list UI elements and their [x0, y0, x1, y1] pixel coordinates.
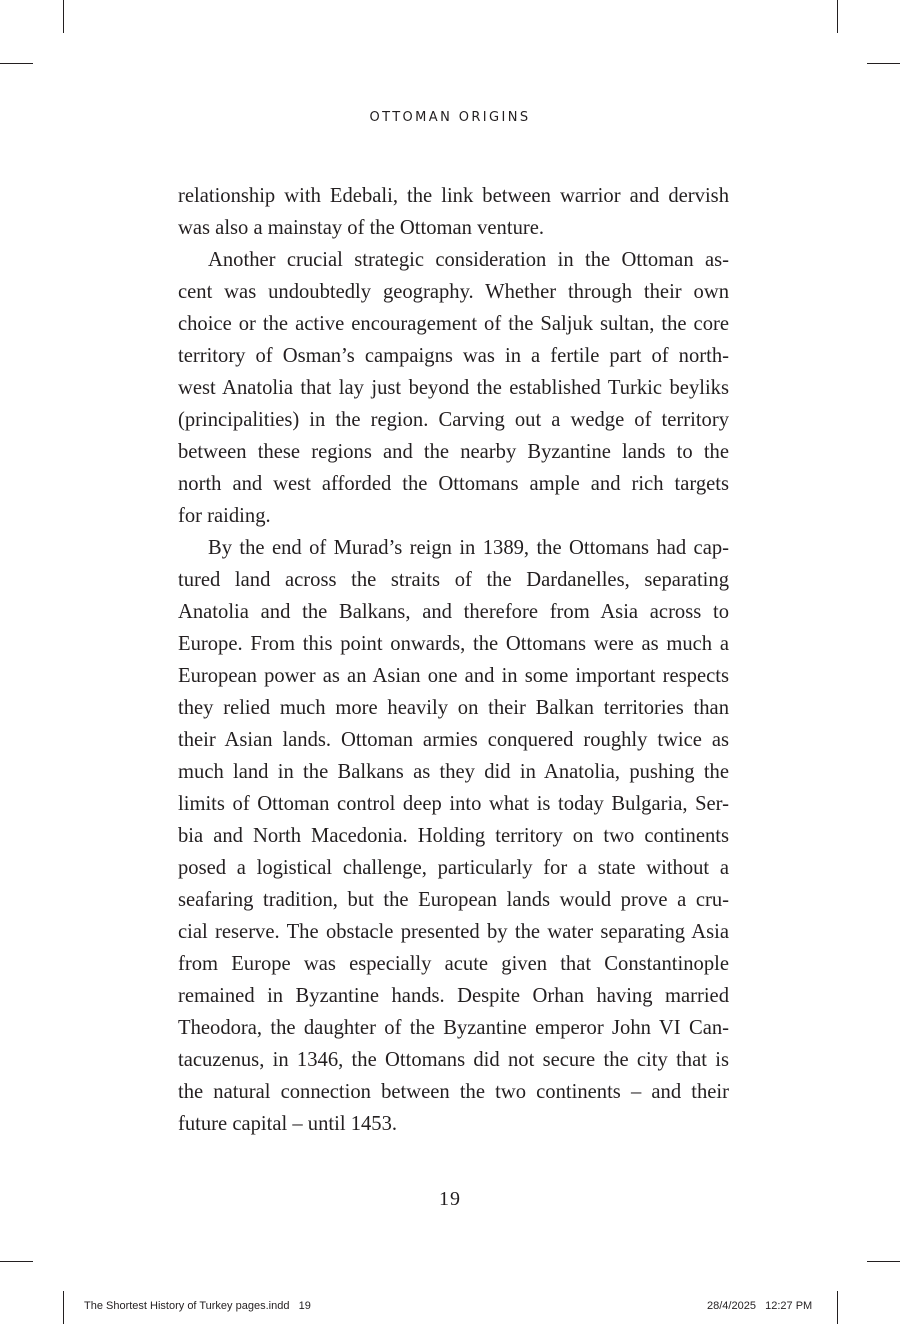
text-line: European power as an Asian one and in some important respects: [178, 665, 729, 687]
crop-mark-bottom-left: [63, 1291, 64, 1324]
crop-mark-right-top: [867, 63, 900, 64]
text-line: tured land across the straits of the Dardanelles, separating: [178, 569, 729, 591]
text-line: cent was undoubtedly geography. Whether through their own: [178, 281, 729, 303]
page-number: 19: [439, 1188, 461, 1210]
text-line: By the end of Murad’s reign in 1389, the Ottomans had cap-: [208, 537, 729, 559]
text-line: (principalities) in the region. Carving out a wedge of territory: [178, 409, 729, 431]
text-line: from Europe was especially acute given that Constantinople: [178, 953, 729, 975]
crop-mark-top-right: [837, 0, 838, 33]
crop-mark-right-bottom: [867, 1261, 900, 1262]
text-line: Another crucial strategic consideration in the Ottoman as-: [208, 249, 729, 271]
text-line: for raiding.: [178, 505, 271, 527]
text-line: Europe. From this point onwards, the Ottomans were as much a: [178, 633, 729, 655]
text-line: bia and North Macedonia. Holding territory on two continents: [178, 825, 729, 847]
text-line: their Asian lands. Ottoman armies conquered roughly twice as: [178, 729, 729, 751]
text-line: between these regions and the nearby Byzantine lands to the: [178, 441, 729, 463]
crop-mark-left-bottom: [0, 1261, 33, 1262]
crop-mark-left-top: [0, 63, 33, 64]
text-line: cial reserve. The obstacle presented by the water separating Asia: [178, 921, 729, 943]
text-line: Anatolia and the Balkans, and therefore from Asia across to: [178, 601, 729, 623]
body-text: [178, 180, 729, 1140]
text-line: was also a mainstay of the Ottoman venture.: [178, 217, 545, 239]
paragraph: [178, 532, 729, 1140]
paragraph: [178, 180, 729, 244]
text-line: relationship with Edebali, the link between warrior and dervish: [178, 185, 729, 207]
crop-mark-bottom-right: [837, 1291, 838, 1324]
text-line: they relied much more heavily on their Balkan territories than: [178, 697, 729, 719]
text-line: west Anatolia that lay just beyond the established Turkic beyliks: [178, 377, 729, 399]
text-line: much land in the Balkans as they did in Anatolia, pushing the: [178, 761, 729, 783]
text-line: future capital – until 1453.: [178, 1113, 398, 1135]
text-line: remained in Byzantine hands. Despite Orhan having married: [178, 985, 729, 1007]
text-line: the natural connection between the two continents – and their: [178, 1081, 729, 1103]
text-line: tacuzenus, in 1346, the Ottomans did not secure the city that is: [178, 1049, 729, 1071]
text-line: territory of Osman’s campaigns was in a fertile part of north-: [178, 345, 729, 367]
slug-file-info: The Shortest History of Turkey pages.indd 19: [84, 1300, 311, 1312]
crop-mark-top-left: [63, 0, 64, 33]
text-line: Theodora, the daughter of the Byzantine emperor John VI Can-: [178, 1017, 729, 1039]
text-line: choice or the active encouragement of the Saljuk sultan, the core: [178, 313, 729, 335]
slug-timestamp: 28/4/2025 12:27 PM: [707, 1300, 813, 1312]
text-line: posed a logistical challenge, particularly for a state without a: [178, 857, 729, 879]
text-line: north and west afforded the Ottomans ample and rich targets: [178, 473, 729, 495]
text-line: limits of Ottoman control deep into what is today Bulgaria, Ser-: [178, 793, 729, 815]
running-head: OTTOMAN ORIGINS: [369, 110, 531, 125]
text-line: seafaring tradition, but the European lands would prove a cru-: [178, 889, 729, 911]
paragraph: [178, 244, 729, 532]
